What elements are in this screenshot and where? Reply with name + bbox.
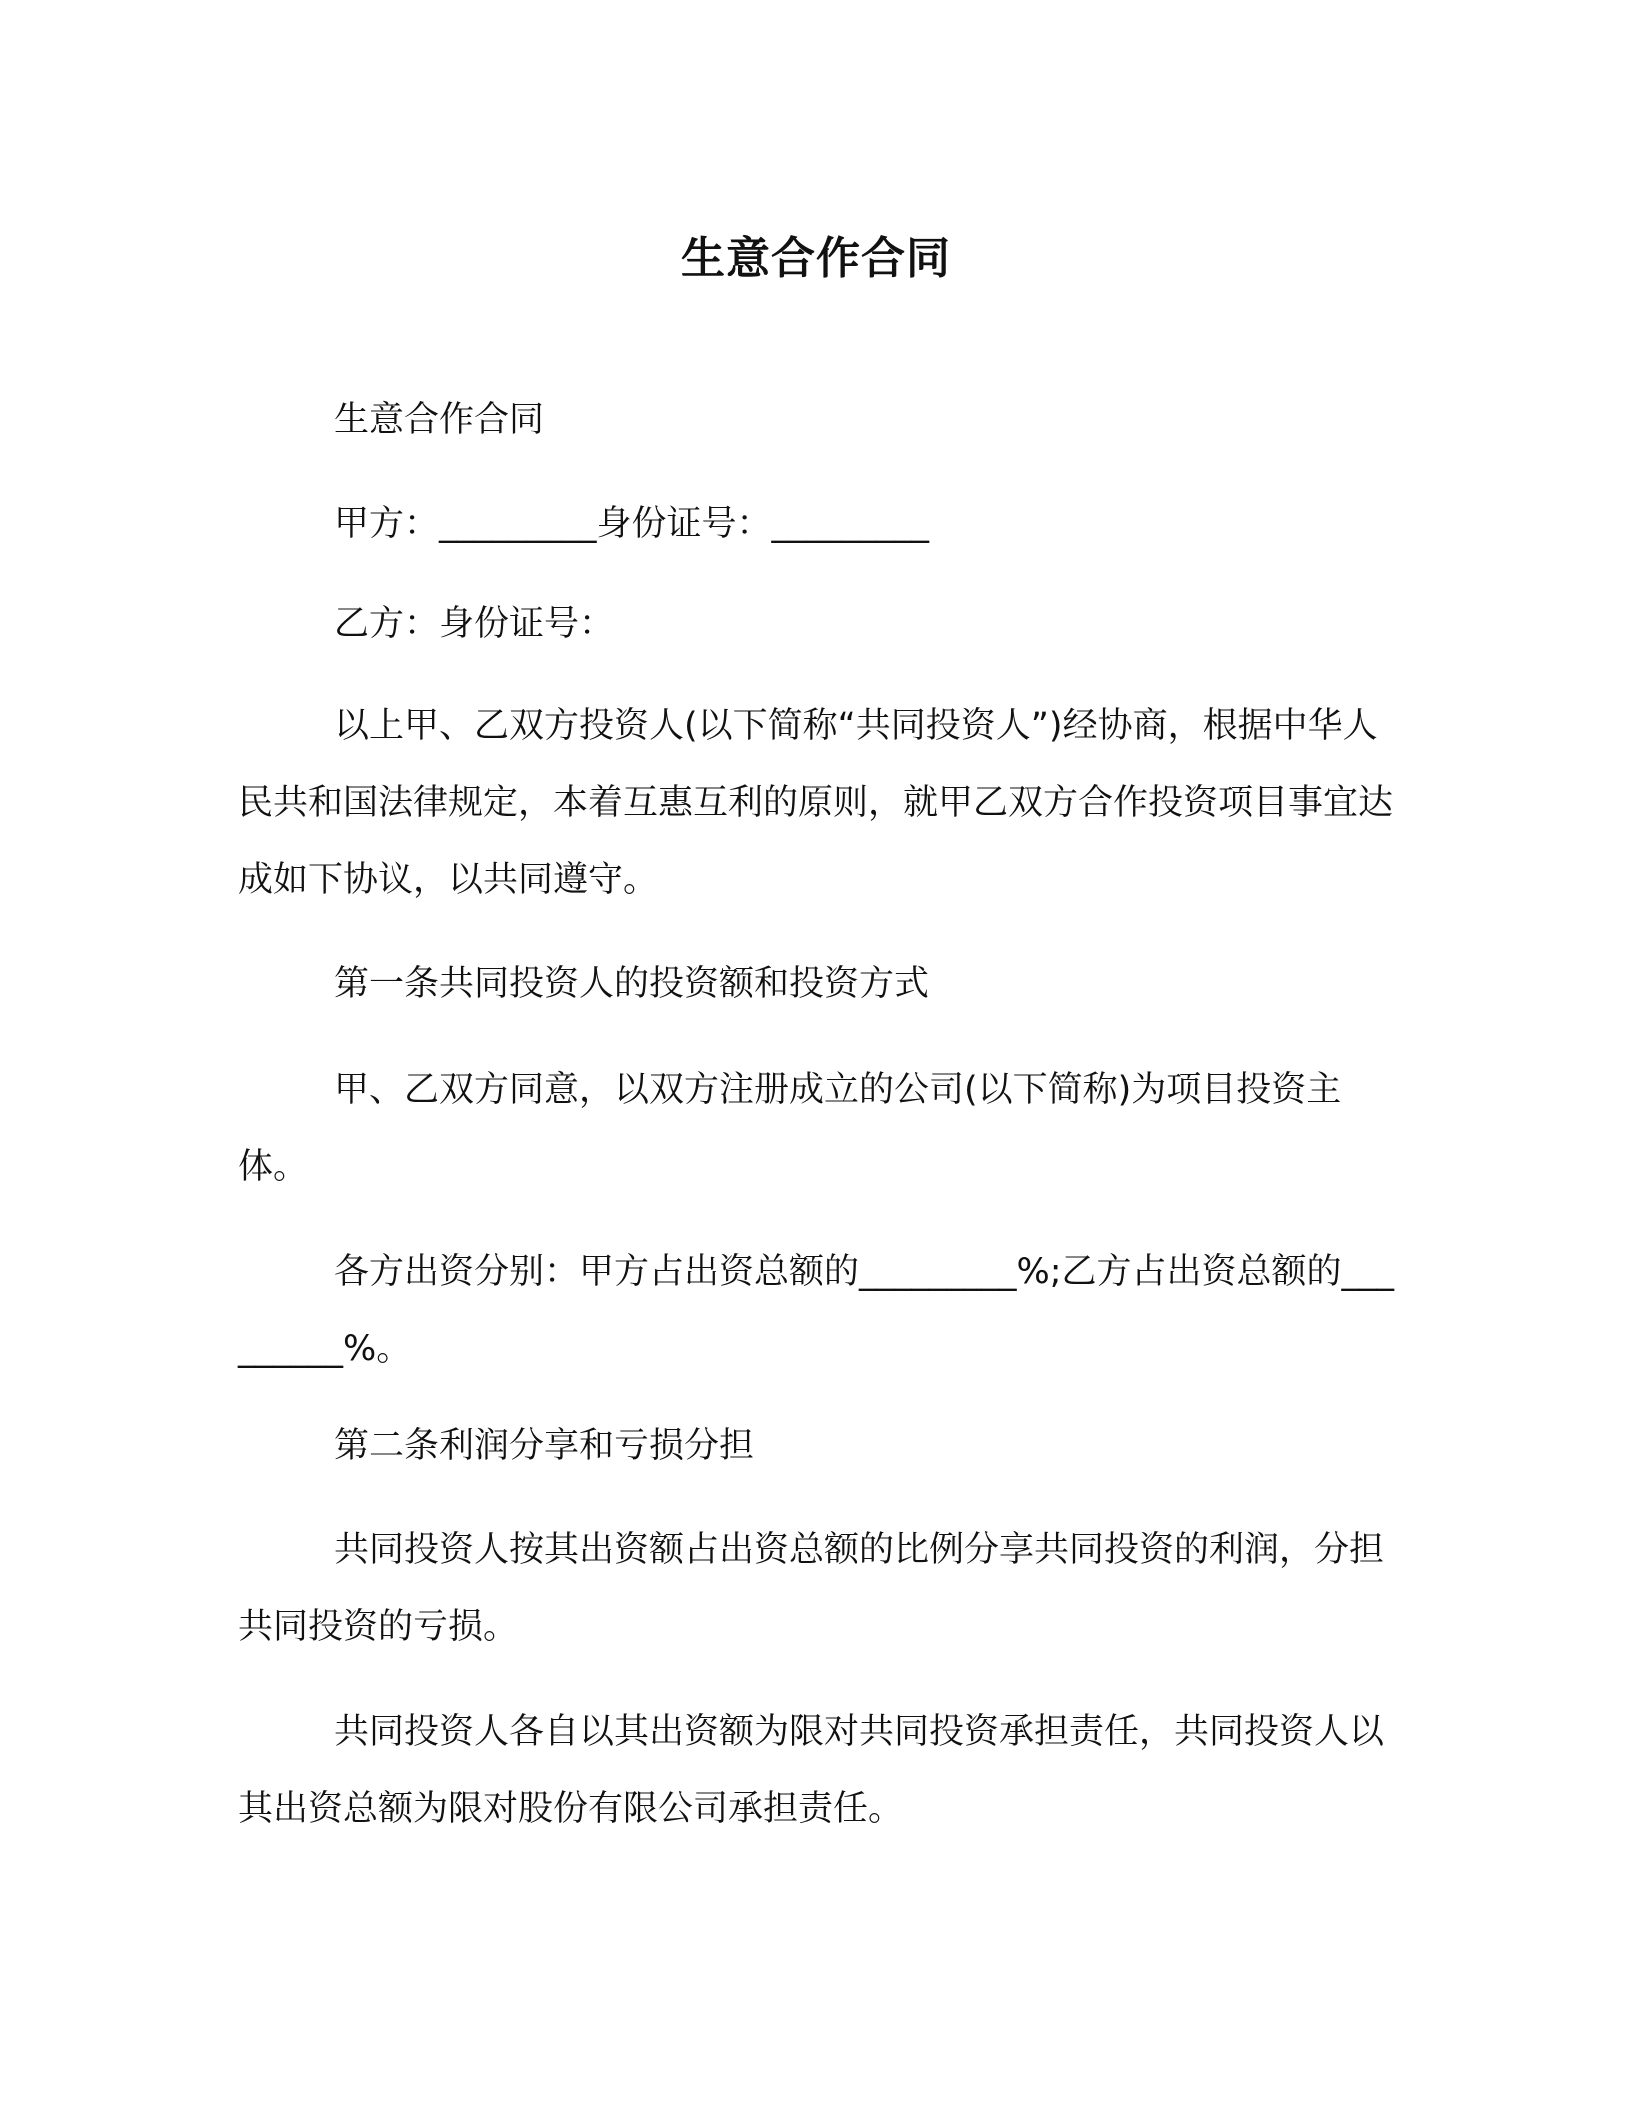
document-title: 生意合作合同 <box>681 233 951 284</box>
article-1-paragraph-1: 甲、乙双方同意，以双方注册成立的公司(以下简称)为项目投资主体。 <box>238 1070 1342 1187</box>
article-2-paragraph-1: 共同投资人按其出资额占出资总额的比例分享共同投资的利润，分担共同投资的亏损。 <box>238 1530 1385 1647</box>
paragraph-party-a: 甲方：_________身份证号：_________ <box>334 504 930 544</box>
article-1-paragraph-2: 各方出资分别：甲方占出资总额的_________%;乙方占出资总额的_________%。 <box>238 1252 1395 1369</box>
paragraph-preamble: 以上甲、乙双方投资人(以下简称“共同投资人”)经协商，根据中华人民共和国法律规定，本着互惠互利的原则，就甲乙双方合作投资项目事宜达成如下协议，以共同遵守。 <box>238 706 1394 900</box>
paragraph-party-b: 乙方：身份证号： <box>334 604 615 644</box>
article-2-paragraph-2: 共同投资人各自以其出资额为限对共同投资承担责任，共同投资人以其出资总额为限对股份有限公司承担责任。 <box>238 1712 1385 1829</box>
paragraph-heading: 生意合作合同 <box>334 400 545 440</box>
article-2-heading: 第二条利润分享和亏损分担 <box>334 1426 755 1466</box>
article-1-heading: 第一条共同投资人的投资额和投资方式 <box>334 964 930 1004</box>
